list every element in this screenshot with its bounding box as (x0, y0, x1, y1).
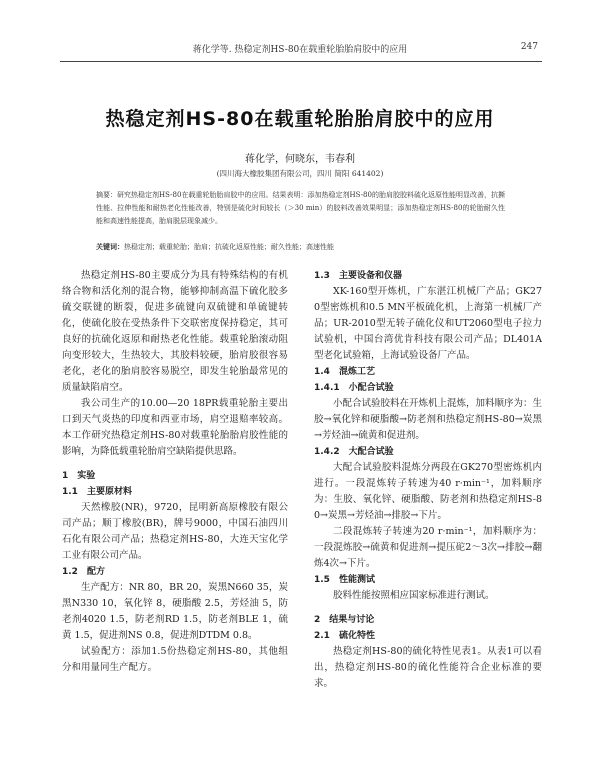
keywords (96, 240, 505, 254)
section-heading: 2.1 硫化特性 (314, 631, 375, 641)
section-heading: 1.1 主要原材料 (62, 487, 132, 497)
affiliation: (四川海大橡胶集团有限公司，四川 简阳 641402) (216, 169, 384, 178)
running-head-text: 蒋化学等. 热稳定剂HS-80在载重轮胎胎肩胶中的应用 (192, 45, 408, 55)
section-heading: 1.4.1 小配合试验 (314, 383, 394, 393)
body-paragraph: 我公司生产的10.00—20 18PR载重轮胎主要出口到天气炎热的印度和西亚市场，肩空退赔率较高。本工作研究热稳定剂HS-80对载重轮胎胎肩胶性能的影响，为降低载重轮胎肩空缺陷提供思路。 (62, 398, 288, 457)
header-rule (60, 61, 542, 62)
paper-title: 热稳定剂HS-80在载重轮胎胎肩胶中的应用 (105, 108, 495, 130)
body-paragraph: XK-160型开炼机，广东湛江机械厂产品；GK270型密炼机和0.5 MN平板硫化机，上海第一机械厂产品；UR-2010型无转子硫化仪和UT2060型电子拉力试验机，中国台湾优肯科技有限公司产品；DL401A型老化试验箱，上海试验设备厂产品。 (314, 286, 542, 361)
body-paragraph: 热稳定剂HS-80主要成分为具有特殊结构的有机络合物和活化剂的混合物，能够抑制高温下硫化胶多硫交联键的断裂，促进多硫键向双硫键和单硫键转化，使硫化胶在受热条件下交联密度保持稳定，其可良好的抗硫化返原和耐热老化性能。载重轮胎滚动阻向变形较大，生热较大，其胶料较硬，胎肩胶很容易老化，老化的胎肩胶容易脱空，即发生轮胎最常见的质量缺陷肩空。 (62, 270, 288, 393)
keywords-label: 关键词： (96, 242, 124, 251)
body-paragraph: 小配合试验胶料在开炼机上混炼，加料顺序为：生胶→氧化锌和硬脂酸→防老剂和热稳定剂HS-80→炭黑→芳烃油→硫黄和促进剂。 (314, 398, 543, 441)
running-head (62, 42, 538, 58)
body-paragraph: 试验配方：添加1.5份热稳定剂HS-80，其他组分和用量同生产配方。 (62, 646, 288, 673)
body-paragraph: 热稳定剂HS-80的硫化特性见表1。从表1可以看出，热稳定剂HS-80的硫化性能符合企业标准的要求。 (314, 646, 542, 689)
body-paragraph: 天然橡胶(NR)，9720，昆明新高原橡胶有限公司产品；顺丁橡胶(BR)，牌号9000，中国石油四川石化有限公司产品；热稳定剂HS-80，大连天宝化学工业有限公司产品。 (62, 502, 288, 561)
left-column (62, 268, 288, 676)
section-heading: 1.5 性能测试 (314, 575, 375, 585)
section-heading: 1 实验 (62, 471, 96, 481)
keywords-text: 热稳定剂；载重轮胎；胎肩；抗硫化返原性能；耐久性能；高速性能 (124, 243, 334, 251)
body-paragraph: 生产配方：NR 80，BR 20，炭黑N660 35，炭黑N330 10，氧化锌 8，硬脂酸 2.5，芳烃油 5，防老剂4020 1.5，防老剂RD 1.5，防老剂BLE 1，硫黄 1.5，促进剂NS 0.8，促进剂DTDM 0.8。 (62, 582, 288, 641)
authors: 蒋化学，何晓东，韦春利 (245, 154, 355, 165)
body-paragraph: 胶料性能按照相应国家标准进行测试。 (333, 590, 495, 601)
spacer (62, 460, 288, 468)
body-paragraph: 大配合试验胶料混炼分两段在GK270型密炼机内进行。一段混炼转子转速为40 r·min⁻¹，加料顺序为：生胶、氧化锌、硬脂酸、防老剂和热稳定剂HS-80→炭黑→芳烃油→排胶→下片。 (314, 462, 542, 521)
page-number: 247 (520, 42, 538, 52)
spacer (314, 604, 542, 612)
section-heading: 1.4 混炼工艺 (314, 367, 375, 377)
section-heading: 1.2 配方 (62, 567, 105, 577)
right-column (314, 268, 542, 692)
section-heading: 2 结果与讨论 (314, 615, 375, 625)
body-paragraph: 二段混炼转子转速为20 r·min⁻¹，加料顺序为：一段混炼胶→硫黄和促进剂→提压砣2～3次→排胶→翻炼4次→下片。 (314, 526, 542, 569)
section-heading: 1.4.2 大配合试验 (314, 447, 394, 457)
section-heading: 1.3 主要设备和仪器 (314, 271, 402, 281)
abstract: 摘要：研究热稳定剂HS-80在载重轮胎胎肩胶中的应用。结果表明：添加热稳定剂HS-80的胎肩胶胶料硫化返原性能明显改善，抗撕性能、拉伸性能和耐热老化性能改善，特别是硫化时间较长（＞30 min）的胶料改善效果明显；添加热稳定剂HS-80的轮胎耐久性能和高速性能提高，胎肩脱层现象减少。 (96, 191, 505, 225)
